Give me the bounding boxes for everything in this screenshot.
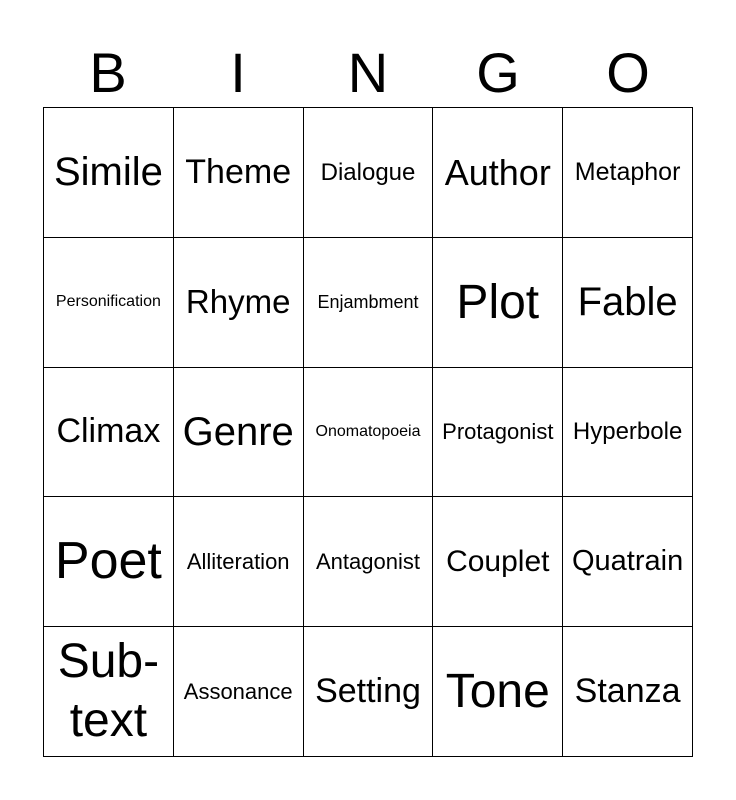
header-letter-b: B	[89, 41, 127, 104]
bingo-cell: Genre	[174, 368, 304, 498]
bingo-cell: Fable	[563, 238, 693, 368]
bingo-cell: Dialogue	[304, 108, 434, 238]
header-letter-o: O	[606, 41, 650, 104]
header-letter-g: G	[476, 41, 520, 104]
bingo-cell: Stanza	[563, 627, 693, 757]
bingo-cell: Theme	[174, 108, 304, 238]
header-letter-i: I	[230, 41, 246, 104]
bingo-card-grid	[43, 107, 693, 757]
bingo-cell: Tone	[433, 627, 563, 757]
bingo-cell: Plot	[433, 238, 563, 368]
bingo-cell: Protagonist	[433, 368, 563, 498]
bingo-cell: Enjambment	[304, 238, 434, 368]
bingo-cell: Simile	[44, 108, 174, 238]
bingo-cell: Couplet	[433, 497, 563, 627]
bingo-cell: Hyperbole	[563, 368, 693, 498]
bingo-cell: Onomatopoeia	[304, 368, 434, 498]
bingo-cell: Personification	[44, 238, 174, 368]
bingo-cell: Quatrain	[563, 497, 693, 627]
bingo-cell: Climax	[44, 368, 174, 498]
bingo-cell: Sub- text	[44, 627, 174, 757]
bingo-cell: Antagonist	[304, 497, 434, 627]
bingo-cell: Metaphor	[563, 108, 693, 238]
bingo-cell: Setting	[304, 627, 434, 757]
bingo-cell: Assonance	[174, 627, 304, 757]
bingo-cell: Poet	[44, 497, 174, 627]
header-letter-n: N	[347, 41, 389, 104]
bingo-cell: Author	[433, 108, 563, 238]
bingo-cell: Alliteration	[174, 497, 304, 627]
bingo-cell: Rhyme	[174, 238, 304, 368]
bingo-header	[43, 38, 693, 108]
